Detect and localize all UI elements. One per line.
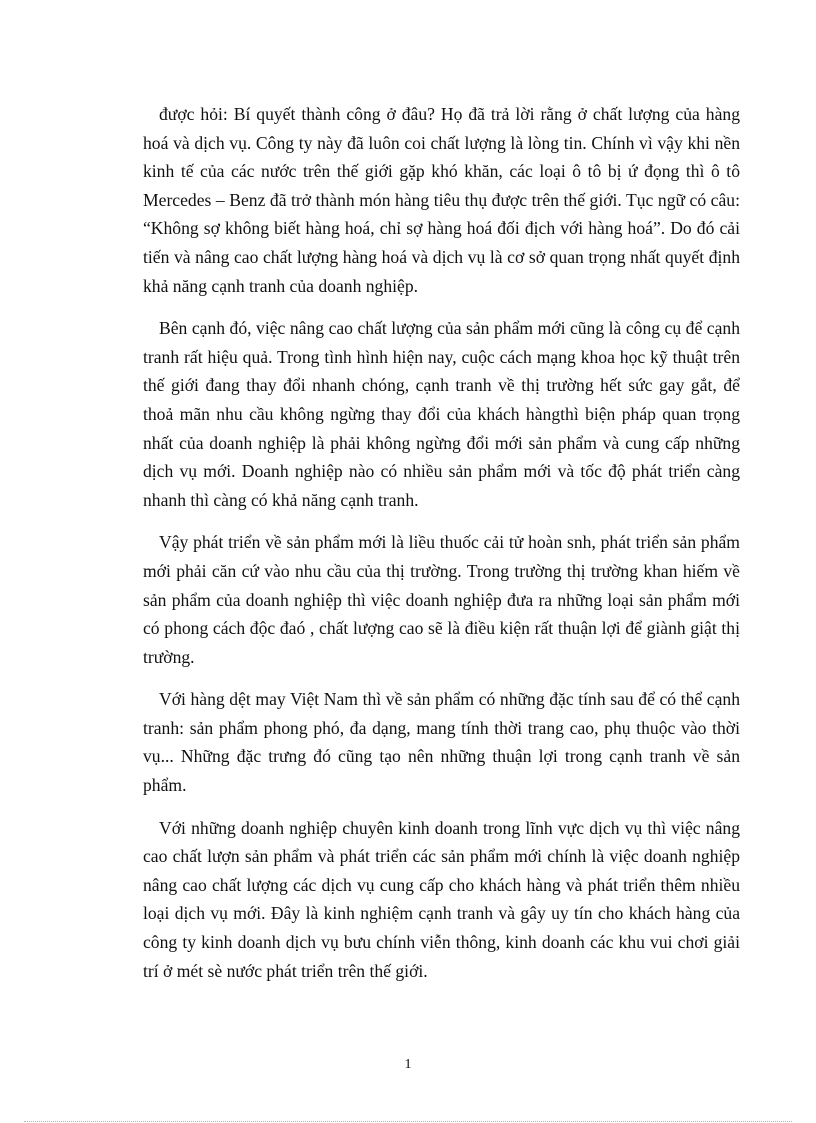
paragraph-5: Với những doanh nghiệp chuyên kinh doanh trong lĩnh vực dịch vụ thì việc nâng cao chất lượn sản phẩm và phát triển các sản phẩm mới chính là việc doanh nghiệp nâng cao chất lượng các dịch vụ cung cấp cho khách hàng và phát triển thêm nhiều loại dịch vụ mới. Đây là kinh nghiệm cạnh tranh và gây uy tín cho khách hàng của công ty kinh doanh dịch vụ bưu chính viễn thông, kinh doanh các khu vui chơi giải trí ở mét sè nước phát triển trên thế giới. bbox=[143, 817, 740, 981]
page-bottom-divider bbox=[24, 1121, 792, 1122]
paragraph-4: Với hàng dệt may Việt Nam thì về sản phẩm có những đặc tính sau để có thể cạnh tranh: sản phẩm phong phó, đa dạng, mang tính thời trang cao, phụ thuộc vào thời vụ... Những đặc trưng đó cũng tạo nên những thuận lợi trong cạnh tranh về sản phẩm. bbox=[143, 689, 740, 796]
paragraph-1: được hỏi: Bí quyết thành công ở đâu? Họ đã trả lời rằng ở chất lượng của hàng hoá và dịch vụ. Công ty này đã luôn coi chất lượng là lòng tin. Chính vì vậy khi nền kinh tế của các nước trên thế giới gặp khó khăn, các loại ô tô bị ứ đọng thì ô tô Mercedes – Benz đã trở thành món hàng tiêu thụ được trên thế giới. Tục ngữ có câu: “Không sợ không biết hàng hoá, chỉ sợ hàng hoá đối địch với hàng hoá”. Do đó cải tiến và nâng cao chất lượng hàng hoá và dịch vụ là cơ sở quan trọng nhất quyết định khả năng cạnh tranh của doanh nghiệp. bbox=[143, 104, 740, 296]
page-number: 1 bbox=[404, 1057, 412, 1072]
paragraph-2: Bên cạnh đó, việc nâng cao chất lượng của sản phẩm mới cũng là công cụ để cạnh tranh rất hiệu quả. Trong tình hình hiện nay, cuộc cách mạng khoa học kỹ thuật trên thế giới đang thay đổi nhanh chóng, cạnh tranh về thị trường hết sức gay gắt, để thoả mãn nhu cầu không ngừng thay đổi của khách hàngthì biện pháp quan trọng nhất của doanh nghiệp là phải không ngừng đổi mới sản phẩm và cung cấp những dịch vụ mới. Doanh nghiệp nào có nhiều sản phẩm mới và tốc độ phát triển càng nhanh thì càng có khả năng cạnh tranh. bbox=[143, 318, 740, 510]
document-page bbox=[143, 100, 740, 999]
paragraph-3: Vậy phát triển về sản phẩm mới là liều thuốc cải tử hoàn snh, phát triển sản phẩm mới phải căn cứ vào nhu cầu của thị trường. Trong trường thị trường khan hiếm về sản phẩm của doanh nghiệp thì việc doanh nghiệp đưa ra những loại sản phẩm mới có phong cách độc đaó , chất lượng cao sẽ là điều kiện rất thuận lợi để giành giật thị trường. bbox=[143, 532, 740, 667]
